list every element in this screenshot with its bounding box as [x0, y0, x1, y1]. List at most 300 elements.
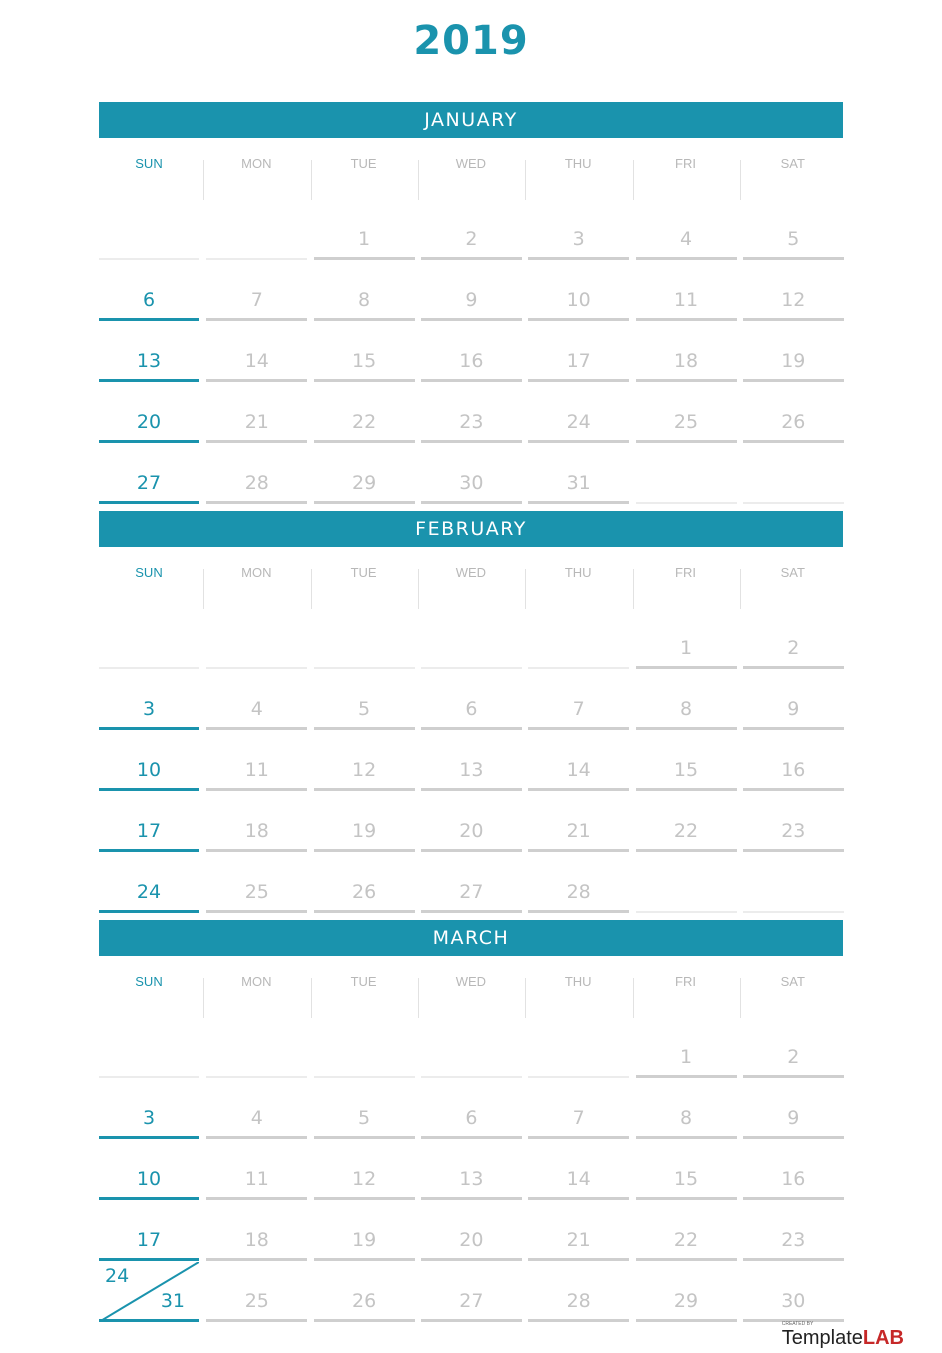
day-number: 12	[352, 1168, 377, 1190]
day-number: 28	[566, 881, 591, 903]
day-cell	[528, 731, 629, 791]
templatelab-logo: CREATED BY TemplateLAB	[781, 1321, 904, 1349]
day-number: 14	[566, 759, 591, 781]
day-number: 10	[136, 1168, 162, 1190]
day-number: 21	[566, 820, 591, 842]
day-cell	[314, 1201, 415, 1261]
day-number: 7	[572, 1107, 585, 1129]
day-number: 8	[358, 289, 371, 311]
day-cell	[421, 670, 522, 730]
day-cell	[743, 609, 844, 669]
day-underline	[421, 727, 522, 730]
day-underline	[636, 1075, 737, 1078]
empty-day-cell	[206, 1018, 307, 1078]
day-underline	[206, 1197, 307, 1200]
day-number: 12	[352, 759, 377, 781]
day-underline	[206, 910, 307, 913]
empty-day-cell	[206, 200, 307, 260]
day-underline	[314, 379, 415, 382]
day-underline	[421, 1076, 522, 1078]
day-number: 15	[673, 759, 699, 781]
day-cell	[314, 670, 415, 730]
day-cell	[528, 1079, 629, 1139]
day-underline	[528, 440, 629, 443]
day-cell	[206, 1079, 307, 1139]
day-underline	[314, 788, 415, 791]
day-underline	[206, 1258, 307, 1261]
empty-day-cell	[636, 444, 737, 504]
day-underline	[99, 727, 199, 730]
day-underline	[636, 1258, 737, 1261]
day-underline	[528, 257, 629, 260]
weekday-fri: FRI	[675, 565, 696, 580]
day-number: 25	[244, 1290, 269, 1312]
day-underline	[206, 849, 307, 852]
day-underline	[99, 258, 199, 260]
day-number: 17	[136, 1229, 162, 1251]
day-number: 6	[465, 698, 478, 720]
day-cell	[528, 1140, 629, 1200]
column-divider	[311, 569, 312, 609]
day-cell	[636, 1018, 737, 1078]
weekday-wed: WED	[455, 156, 487, 171]
day-number: 5	[787, 228, 800, 250]
month-header: FEBRUARY	[99, 511, 843, 547]
day-number: 27	[136, 472, 162, 494]
day-number: 7	[572, 698, 585, 720]
day-number: 10	[566, 289, 591, 311]
day-cell	[743, 731, 844, 791]
day-cell	[99, 1201, 199, 1261]
day-number: 6	[142, 289, 156, 311]
day-underline	[314, 1258, 415, 1261]
day-cell	[206, 1262, 307, 1322]
day-underline	[421, 1319, 522, 1322]
day-underline	[314, 1076, 415, 1078]
weekday-tue: TUE	[350, 156, 377, 171]
day-number: 22	[673, 1229, 699, 1251]
day-number: 31	[160, 1290, 185, 1312]
day-cell	[421, 1262, 522, 1322]
column-divider	[418, 978, 419, 1018]
column-divider	[525, 160, 526, 200]
weekday-fri: FRI	[675, 156, 696, 171]
day-underline	[743, 379, 844, 382]
day-number: 1	[679, 637, 693, 659]
day-number: 27	[459, 1290, 484, 1312]
day-underline	[743, 666, 844, 669]
year-title: 2019	[413, 18, 529, 64]
day-number: 14	[244, 350, 269, 372]
day-underline	[314, 257, 415, 260]
month-header: MARCH	[99, 920, 843, 956]
weekday-thu: THU	[564, 565, 592, 580]
day-number: 21	[566, 1229, 591, 1251]
day-number: 20	[459, 820, 484, 842]
day-cell	[206, 792, 307, 852]
column-divider	[525, 978, 526, 1018]
day-cell	[636, 731, 737, 791]
day-number: 8	[679, 1107, 693, 1129]
day-number: 3	[142, 1107, 156, 1129]
column-divider	[740, 569, 741, 609]
day-underline	[636, 1319, 737, 1322]
day-underline	[743, 257, 844, 260]
day-cell	[421, 1201, 522, 1261]
day-cell	[528, 1201, 629, 1261]
weekday-mon: MON	[241, 156, 272, 171]
day-underline	[636, 849, 737, 852]
day-cell	[99, 1079, 199, 1139]
column-divider	[203, 978, 204, 1018]
day-number: 26	[352, 881, 377, 903]
day-number: 28	[566, 1290, 591, 1312]
day-cell	[421, 731, 522, 791]
day-number: 22	[673, 820, 699, 842]
day-number: 31	[566, 472, 591, 494]
day-number: 15	[673, 1168, 699, 1190]
day-cell	[314, 1262, 415, 1322]
day-cell	[528, 853, 629, 913]
month-january	[99, 102, 843, 494]
day-underline	[99, 1319, 199, 1322]
weekday-sun: SUN	[135, 565, 163, 580]
day-number: 23	[459, 411, 484, 433]
day-number: 5	[358, 698, 371, 720]
day-cell	[99, 853, 199, 913]
weekday-tue: TUE	[350, 565, 377, 580]
day-cell	[206, 383, 307, 443]
day-underline	[314, 910, 415, 913]
day-number: 7	[250, 289, 263, 311]
day-underline	[743, 1136, 844, 1139]
day-underline	[528, 1319, 629, 1322]
day-number: 26	[781, 411, 806, 433]
day-cell	[636, 383, 737, 443]
day-underline	[636, 1197, 737, 1200]
month-grid	[99, 138, 843, 494]
weekday-sat: SAT	[780, 156, 805, 171]
day-underline	[528, 1076, 629, 1078]
day-number: 19	[352, 1229, 377, 1251]
day-underline	[743, 1075, 844, 1078]
day-number: 20	[459, 1229, 484, 1251]
weekday-sun: SUN	[135, 156, 163, 171]
weekday-sat: SAT	[780, 565, 805, 580]
column-divider	[740, 978, 741, 1018]
day-underline	[743, 440, 844, 443]
day-cell	[314, 1079, 415, 1139]
day-number: 5	[358, 1107, 371, 1129]
day-underline	[528, 1258, 629, 1261]
day-cell	[528, 670, 629, 730]
day-number: 28	[244, 472, 269, 494]
day-number: 18	[244, 820, 269, 842]
day-underline	[206, 318, 307, 321]
day-cell	[99, 444, 199, 504]
day-cell	[206, 670, 307, 730]
day-cell	[743, 670, 844, 730]
day-underline	[421, 849, 522, 852]
weekday-wed: WED	[455, 565, 487, 580]
day-number: 17	[566, 350, 591, 372]
day-underline	[636, 911, 737, 913]
day-underline	[99, 788, 199, 791]
day-number: 25	[244, 881, 269, 903]
day-cell	[636, 670, 737, 730]
day-cell	[421, 200, 522, 260]
day-underline	[99, 501, 199, 504]
day-underline	[528, 318, 629, 321]
day-underline	[421, 501, 522, 504]
day-number: 13	[136, 350, 162, 372]
day-underline	[743, 727, 844, 730]
day-underline	[528, 1136, 629, 1139]
day-cell	[314, 731, 415, 791]
day-underline	[421, 1136, 522, 1139]
day-cell	[206, 261, 307, 321]
month-march	[99, 920, 843, 1312]
empty-day-cell	[743, 853, 844, 913]
weekday-tue: TUE	[350, 974, 377, 989]
day-underline	[636, 257, 737, 260]
day-underline	[636, 727, 737, 730]
day-number: 24	[566, 411, 591, 433]
day-underline	[636, 318, 737, 321]
day-number: 22	[352, 411, 377, 433]
day-cell	[99, 670, 199, 730]
day-underline	[743, 849, 844, 852]
day-number: 25	[673, 411, 699, 433]
day-underline	[528, 379, 629, 382]
day-underline	[528, 501, 629, 504]
empty-day-cell	[421, 609, 522, 669]
day-cell	[421, 792, 522, 852]
day-cell	[528, 1262, 629, 1322]
day-cell	[528, 792, 629, 852]
day-underline	[636, 788, 737, 791]
day-cell	[314, 853, 415, 913]
day-cell	[528, 444, 629, 504]
column-divider	[311, 160, 312, 200]
day-cell	[99, 1140, 199, 1200]
day-number: 24	[105, 1265, 130, 1287]
day-underline	[206, 258, 307, 260]
day-cell	[743, 1079, 844, 1139]
day-underline	[636, 666, 737, 669]
day-cell	[421, 1079, 522, 1139]
day-underline	[314, 501, 415, 504]
day-cell	[636, 261, 737, 321]
day-cell	[743, 200, 844, 260]
day-underline	[206, 440, 307, 443]
day-underline	[99, 379, 199, 382]
month-grid	[99, 547, 843, 903]
day-underline	[743, 502, 844, 504]
month-grid	[99, 956, 843, 1312]
day-number: 8	[679, 698, 693, 720]
day-cell	[314, 261, 415, 321]
day-number: 17	[136, 820, 162, 842]
day-number: 2	[787, 1046, 800, 1068]
column-divider	[418, 569, 419, 609]
day-underline	[99, 318, 199, 321]
empty-day-cell	[636, 853, 737, 913]
day-underline	[528, 788, 629, 791]
day-number: 16	[781, 1168, 806, 1190]
day-cell	[99, 383, 199, 443]
empty-day-cell	[206, 609, 307, 669]
empty-day-cell	[314, 1018, 415, 1078]
day-underline	[206, 788, 307, 791]
day-number: 1	[358, 228, 371, 250]
day-number: 4	[679, 228, 693, 250]
day-cell	[314, 322, 415, 382]
day-cell	[421, 322, 522, 382]
weekday-mon: MON	[241, 565, 272, 580]
day-number: 14	[566, 1168, 591, 1190]
day-underline	[99, 1076, 199, 1078]
column-divider	[203, 569, 204, 609]
weekday-thu: THU	[564, 156, 592, 171]
month-header: JANUARY	[99, 102, 843, 138]
day-cell	[743, 1262, 844, 1322]
day-underline	[314, 727, 415, 730]
day-underline	[528, 849, 629, 852]
day-number: 20	[136, 411, 162, 433]
column-divider	[633, 978, 634, 1018]
column-divider	[311, 978, 312, 1018]
day-underline	[743, 1258, 844, 1261]
day-number: 19	[781, 350, 806, 372]
day-number: 2	[787, 637, 800, 659]
day-cell	[743, 261, 844, 321]
day-underline	[99, 1197, 199, 1200]
day-number: 23	[781, 820, 806, 842]
day-underline	[421, 257, 522, 260]
day-underline	[99, 910, 199, 913]
day-underline	[421, 440, 522, 443]
day-number: 21	[244, 411, 269, 433]
day-cell	[636, 200, 737, 260]
day-cell	[636, 1140, 737, 1200]
weekday-sat: SAT	[780, 974, 805, 989]
day-number: 29	[352, 472, 377, 494]
empty-day-cell	[314, 609, 415, 669]
day-cell	[528, 261, 629, 321]
day-underline	[636, 502, 737, 504]
empty-day-cell	[99, 200, 199, 260]
day-number: 18	[244, 1229, 269, 1251]
day-cell	[528, 383, 629, 443]
day-underline	[206, 1136, 307, 1139]
day-cell	[636, 792, 737, 852]
day-cell	[99, 1262, 199, 1322]
day-cell	[743, 383, 844, 443]
day-underline	[528, 1197, 629, 1200]
day-underline	[314, 318, 415, 321]
day-number: 3	[572, 228, 585, 250]
day-underline	[206, 667, 307, 669]
day-underline	[636, 379, 737, 382]
column-divider	[525, 569, 526, 609]
day-underline	[743, 1197, 844, 1200]
day-underline	[99, 1136, 199, 1139]
column-divider	[418, 160, 419, 200]
day-underline	[528, 910, 629, 913]
day-cell	[421, 261, 522, 321]
day-underline	[528, 727, 629, 730]
day-cell	[743, 322, 844, 382]
day-number: 27	[459, 881, 484, 903]
day-number: 16	[781, 759, 806, 781]
day-number: 15	[352, 350, 377, 372]
day-number: 13	[459, 759, 484, 781]
day-cell	[206, 1201, 307, 1261]
month-february	[99, 511, 843, 903]
day-underline	[421, 1258, 522, 1261]
day-cell	[206, 322, 307, 382]
weekday-fri: FRI	[675, 974, 696, 989]
day-cell	[99, 792, 199, 852]
day-underline	[99, 1258, 199, 1261]
day-cell	[206, 444, 307, 504]
day-cell	[528, 200, 629, 260]
day-cell	[99, 322, 199, 382]
empty-day-cell	[99, 609, 199, 669]
column-divider	[633, 160, 634, 200]
day-number: 12	[781, 289, 806, 311]
day-underline	[421, 667, 522, 669]
weekday-mon: MON	[241, 974, 272, 989]
day-underline	[528, 667, 629, 669]
day-underline	[206, 501, 307, 504]
empty-day-cell	[528, 1018, 629, 1078]
day-underline	[743, 788, 844, 791]
day-cell	[314, 383, 415, 443]
day-cell	[636, 322, 737, 382]
day-underline	[99, 440, 199, 443]
empty-day-cell	[743, 444, 844, 504]
day-number: 11	[673, 289, 699, 311]
day-number: 19	[352, 820, 377, 842]
day-underline	[743, 318, 844, 321]
day-underline	[314, 849, 415, 852]
day-cell	[206, 1140, 307, 1200]
day-underline	[314, 1319, 415, 1322]
day-cell	[636, 1262, 737, 1322]
day-number: 2	[465, 228, 478, 250]
day-underline	[206, 727, 307, 730]
day-number: 23	[781, 1229, 806, 1251]
day-cell	[421, 383, 522, 443]
column-divider	[203, 160, 204, 200]
day-number: 3	[142, 698, 156, 720]
day-cell	[99, 261, 199, 321]
day-number: 4	[250, 698, 263, 720]
day-cell	[743, 1018, 844, 1078]
day-underline	[314, 1136, 415, 1139]
day-underline	[99, 849, 199, 852]
day-number: 1	[679, 1046, 693, 1068]
day-number: 4	[250, 1107, 263, 1129]
day-cell	[528, 322, 629, 382]
day-cell	[206, 853, 307, 913]
day-number: 24	[136, 881, 162, 903]
empty-day-cell	[421, 1018, 522, 1078]
day-number: 13	[459, 1168, 484, 1190]
day-cell	[421, 853, 522, 913]
